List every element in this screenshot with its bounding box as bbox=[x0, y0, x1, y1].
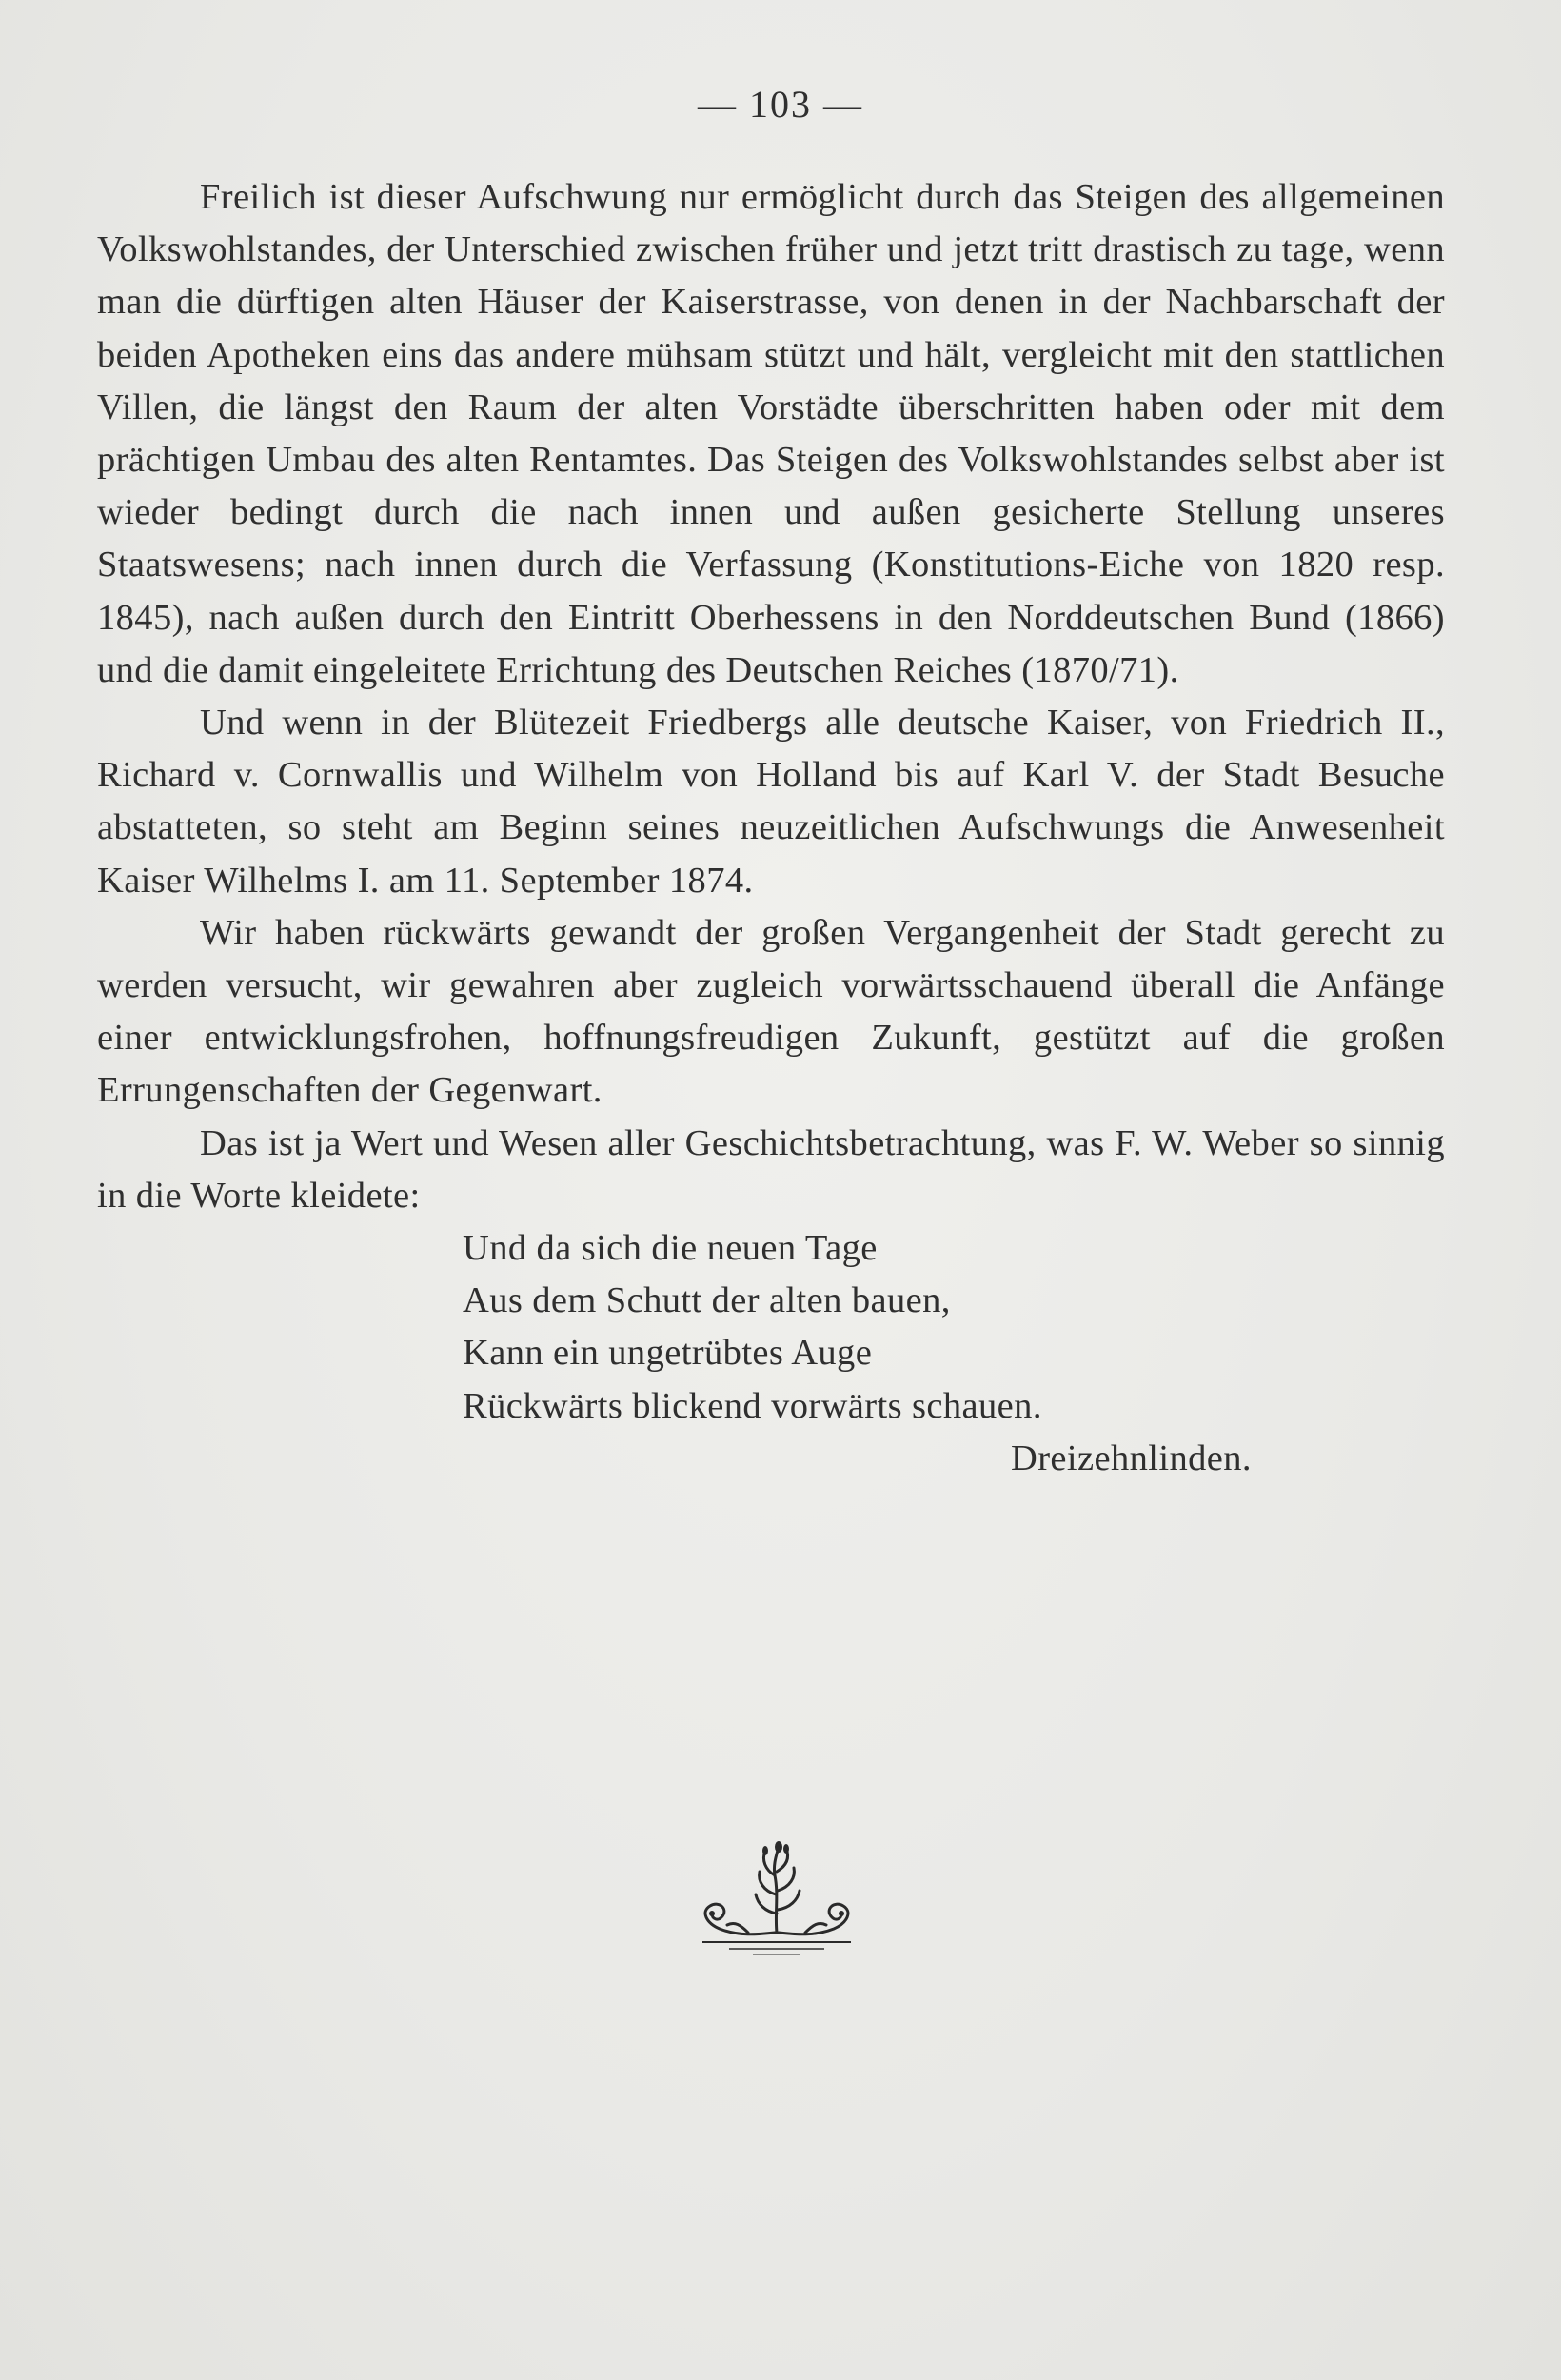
verse-line-3: Kann ein ungetrübtes Auge bbox=[463, 1333, 873, 1374]
paragraph-1: Freilich ist dieser Aufschwung nur ermöglicht durch das Steigen des allgemeinen Volkswohlstandes, der Unterschied zwischen früher und jetzt tritt drastisch zu tage, wenn man die dürftigen alten Häuser der Kaiserstrasse, von denen in der Nachbarschaft der beiden Apotheken eins das andere mühsam stützt und hält, vergleicht mit den stattlichen Villen, die längst den Raum der alten Vorstädte überschritten haben oder mit dem prächtigen Umbau des alten Rentamtes. Das Steigen des Volkswohlstandes selbst aber ist wieder bedingt durch die nach innen und außen gesicherte Stellung unseres Staatswesens; nach innen durch die Verfassung (Konstitutions-Eiche von 1820 resp. 1845), nach außen durch den Eintritt Oberhessens in den Norddeutschen Bund (1866) und die damit eingeleitete Errichtung des Deutschen Reiches (1870/71). bbox=[97, 177, 1445, 690]
paragraph-3: Wir haben rückwärts gewandt der großen Vergangenheit der Stadt gerecht zu werden versucht, wir gewahren aber zugleich vorwärtsschauend überall die Anfänge einer entwicklungsfrohen, hoffnungsfreudigen Zukunft, gestützt auf die großen Errungenschaften der Gegenwart. bbox=[97, 912, 1445, 1111]
verse-attribution: Dreizehnlinden. bbox=[1011, 1438, 1252, 1478]
verse-quote bbox=[97, 1222, 1445, 1433]
paragraph-4: Das ist ja Wert und Wesen aller Geschichtsbetrachtung, was F. W. Weber so sinnig in die Worte kleidete: bbox=[97, 1122, 1445, 1216]
floral-vignette-icon bbox=[691, 1837, 862, 1961]
page-number: — 103 — bbox=[698, 83, 863, 126]
paragraph-2: Und wenn in der Blütezeit Friedbergs alle deutsche Kaiser, von Friedrich II., Richard v. Cornwallis und Wilhelm von Holland bis auf Karl V. der Stadt Besuche abstatteten, so steht am Beginn seines neuzeitlichen Aufschwungs die Anwesenheit Kaiser Wilhelms I. am 11. September 1874. bbox=[97, 703, 1445, 901]
verse-line-4: Rückwärts blickend vorwärts schauen. bbox=[463, 1385, 1042, 1426]
verse-line-1: Und da sich die neuen Tage bbox=[463, 1228, 878, 1269]
body-text bbox=[97, 171, 1445, 1485]
verse-line-2: Aus dem Schutt der alten bauen, bbox=[463, 1280, 951, 1321]
